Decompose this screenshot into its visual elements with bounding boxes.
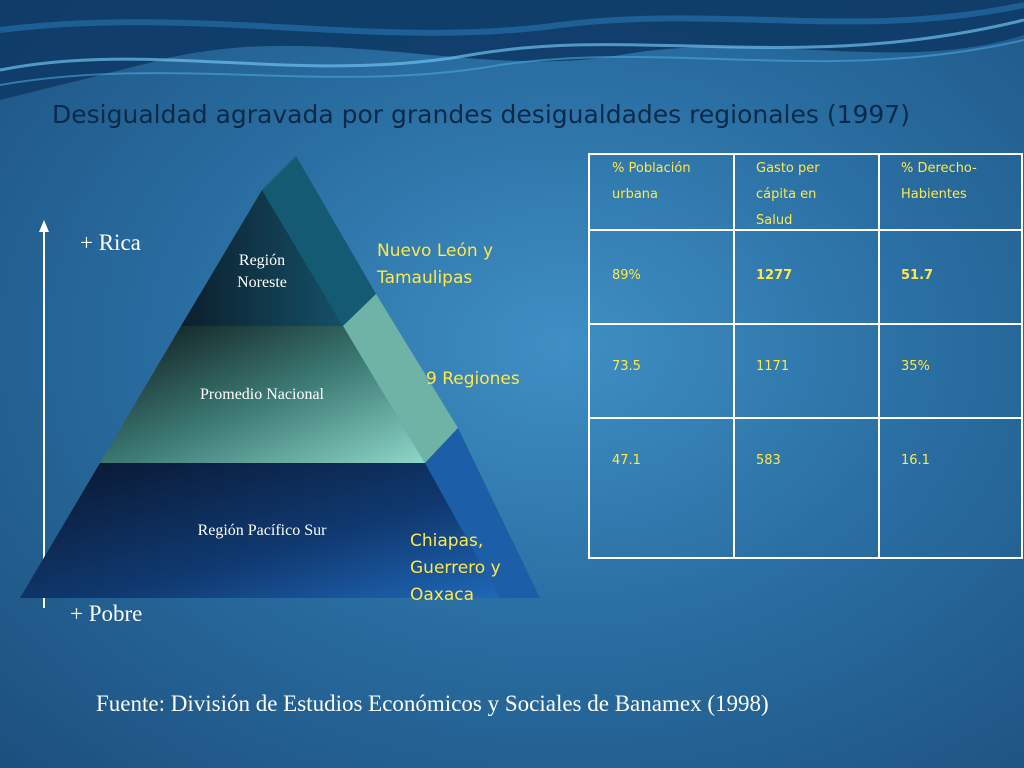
axis-label-rich: + Rica <box>80 230 141 255</box>
table-header-insured: % Derecho-Habientes <box>901 161 977 202</box>
table-cell: 51.7 <box>901 268 934 283</box>
table-header-health-spend: Gasto per cápita en Salud <box>756 161 820 228</box>
pyramid-label-bottom: Región Pacífico Sur <box>197 522 327 539</box>
table-cell: 47.1 <box>612 453 641 468</box>
pyramid-label-top: Región Noreste <box>237 252 287 291</box>
source-note: Fuente: División de Estudios Económicos y Sociales de Banamex (1998) <box>96 691 769 716</box>
table-cell: 73.5 <box>612 359 641 374</box>
table-cell: 583 <box>756 453 781 468</box>
page-title: Desigualdad agravada por grandes desigualdades regionales (1997) <box>52 100 910 129</box>
side-label-middle: 9 Regiones <box>426 369 520 389</box>
table-cell: 89% <box>612 268 641 283</box>
table-cell: 35% <box>901 359 930 374</box>
pyramid-label-middle: Promedio Nacional <box>200 386 324 403</box>
table-cell: 16.1 <box>901 453 930 468</box>
axis-label-poor: + Pobre <box>70 601 143 626</box>
table-cell: 1277 <box>756 268 793 283</box>
side-label-bottom: Chiapas, Guerrero y Oaxaca <box>410 531 501 605</box>
table-header-urban: % Población urbana <box>612 161 691 202</box>
table-cell: 1171 <box>756 359 790 374</box>
side-label-top: Nuevo León y Tamaulipas <box>377 241 494 288</box>
